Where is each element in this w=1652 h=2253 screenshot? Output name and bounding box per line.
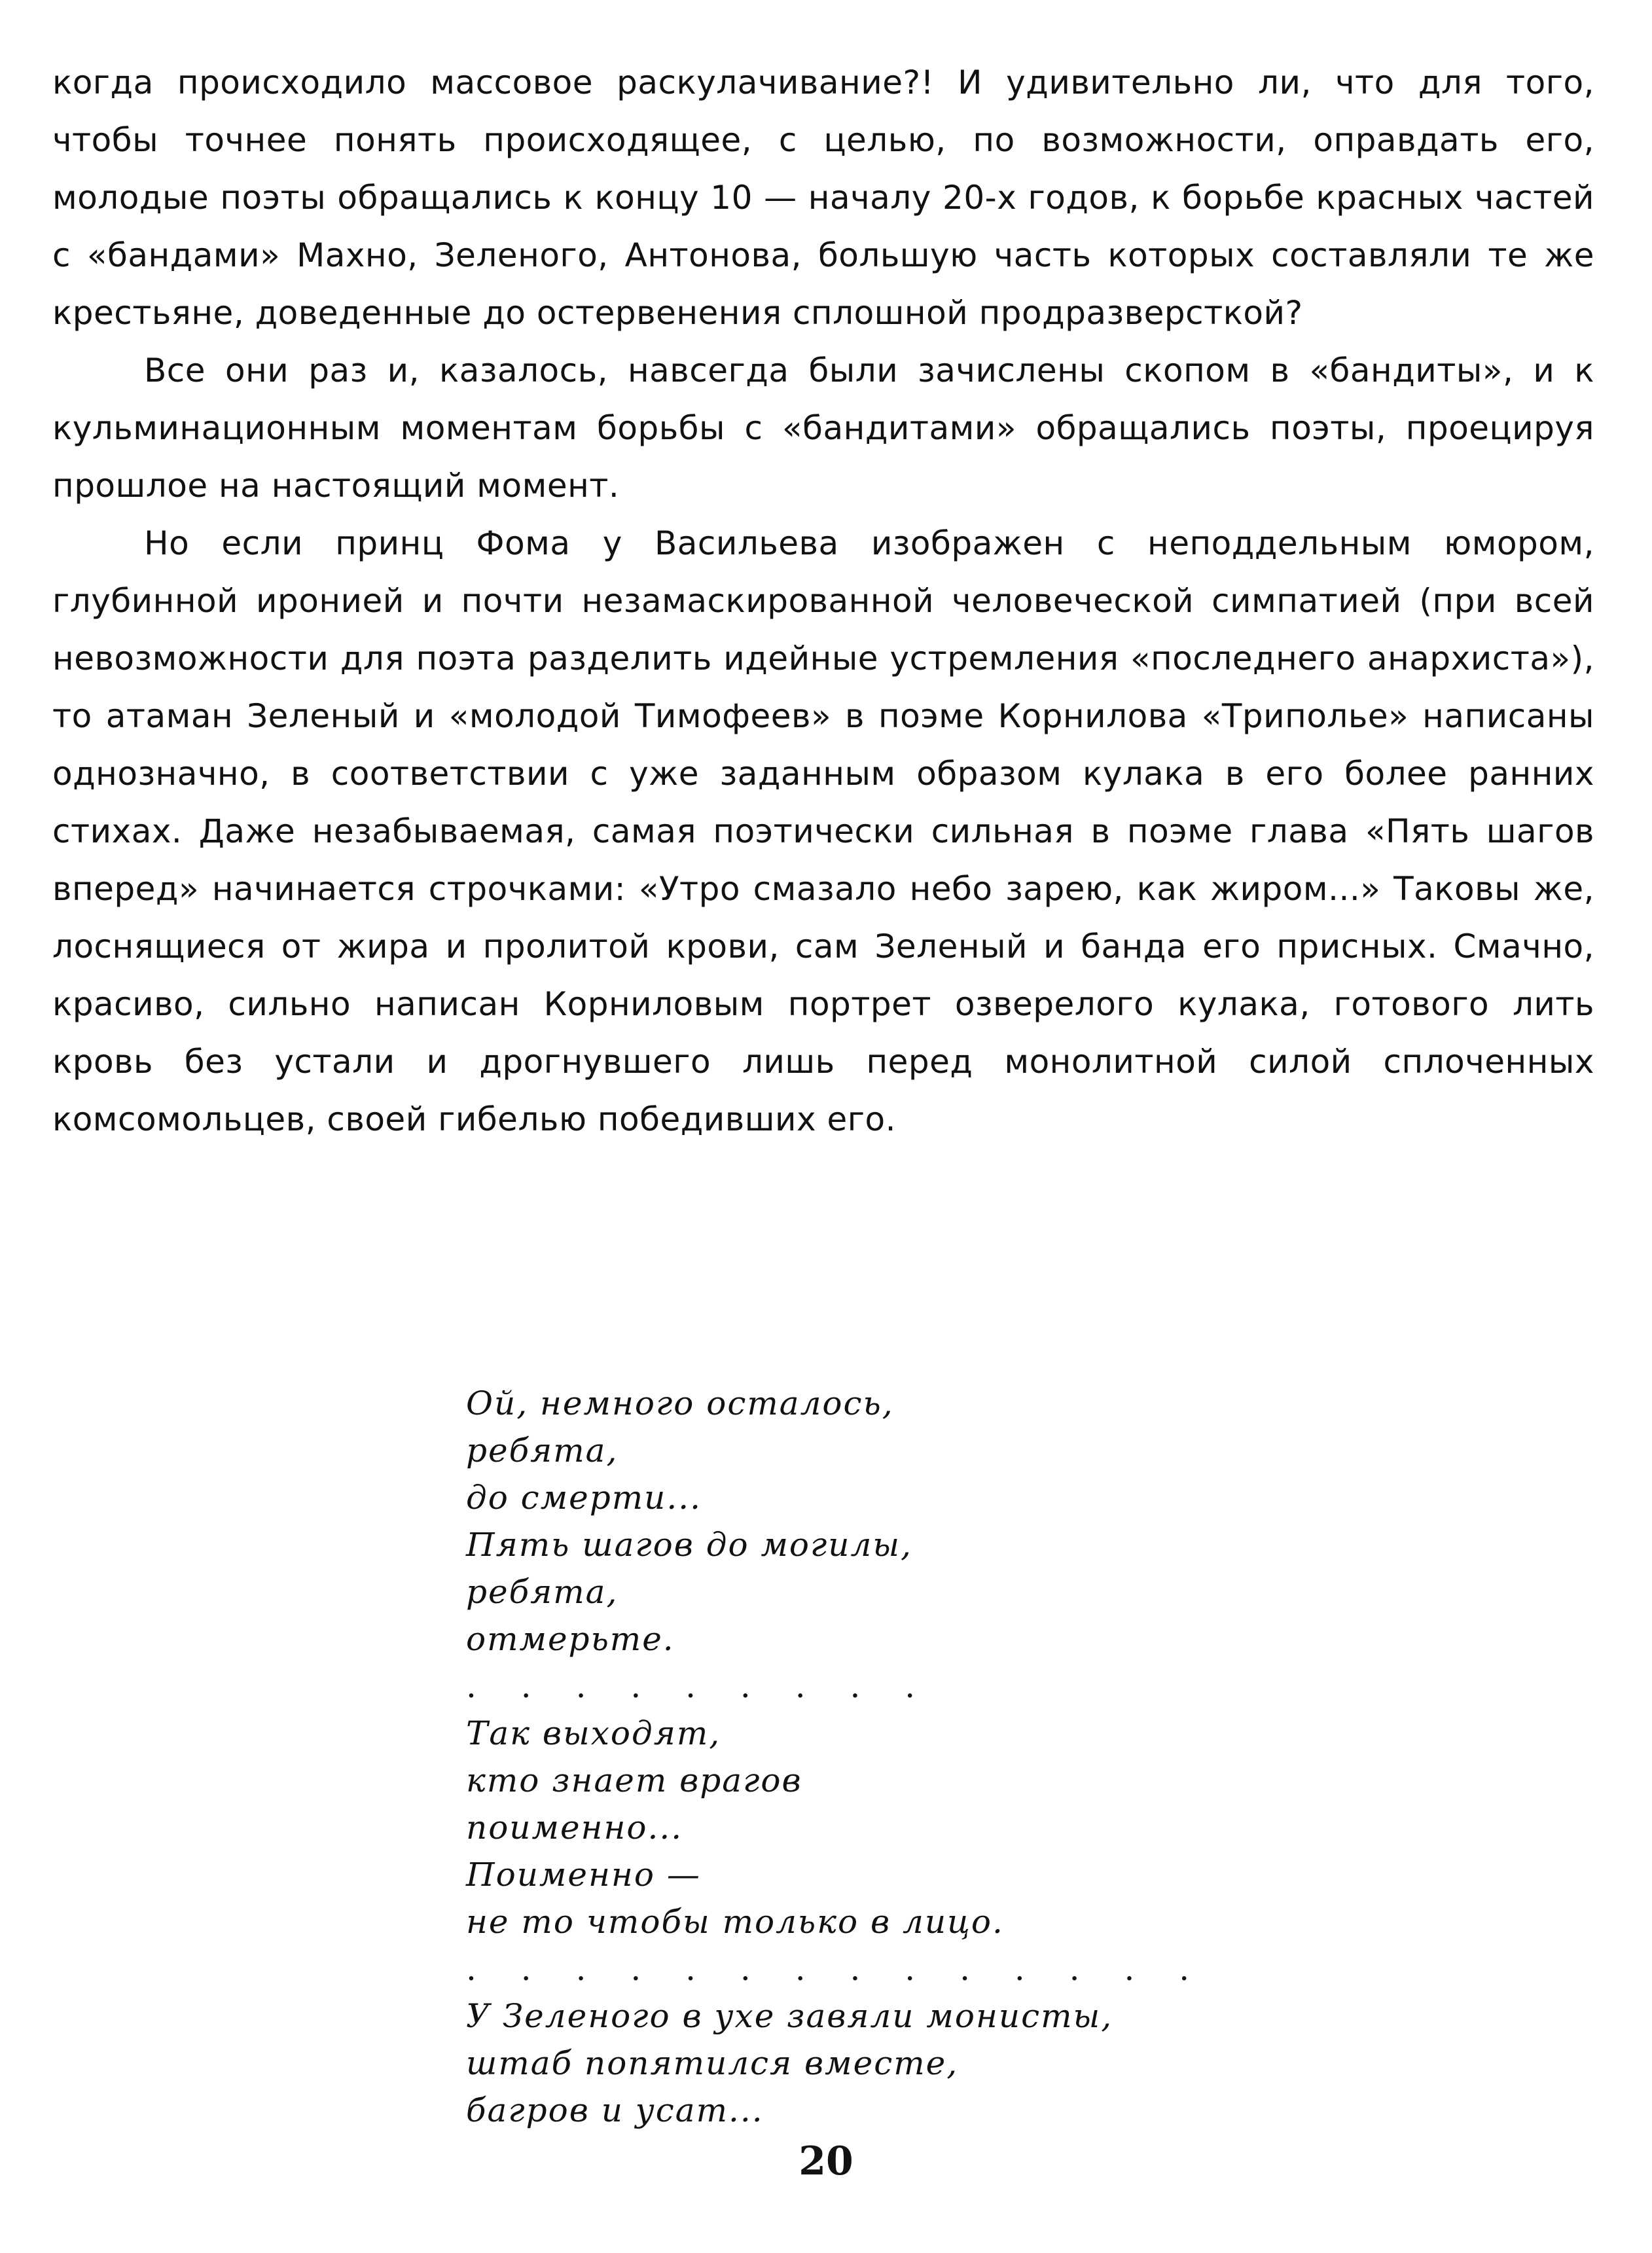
verse-stanza-2 bbox=[466, 1710, 1448, 1945]
prose-body bbox=[52, 54, 1594, 1148]
paragraph-2: Все они раз и, казалось, навсегда были зачислены скопом в «бандиты», и к кульминационным моментам борьбы с «бандитами» обращались поэты, проецируя прошлое на настоящий момент. bbox=[52, 351, 1594, 505]
verse-line: Пять шагов до могилы, bbox=[466, 1526, 912, 1564]
verse-line: Так выходят, bbox=[466, 1714, 721, 1752]
verse-line: багров и усат... bbox=[466, 2091, 764, 2129]
verse-line: поименно... bbox=[466, 1809, 683, 1847]
verse-line: до смерти... bbox=[466, 1479, 702, 1517]
verse-omission-dots: . . . . . . . . . bbox=[466, 1667, 933, 1705]
verse-line: У Зеленого в ухе завяли монисты, bbox=[466, 1997, 1113, 2035]
verse-omission-dots: . . . . . . . . . . . . . . bbox=[466, 1950, 1207, 1988]
verse-stanza-3 bbox=[466, 1992, 1448, 2134]
verse-line: Поименно — bbox=[466, 1856, 701, 1894]
page-number: 20 bbox=[799, 2138, 853, 2184]
verse-line: Ой, немного осталось, bbox=[466, 1384, 894, 1422]
verse-quotation bbox=[466, 1380, 1448, 2134]
paragraph-3: Но если принц Фома у Васильева изображен с неподдельным юмором, глубинной иронией и почти незамаскированной человеческой симпатией (при всей невозможности для поэта разделить идейные устремления «последнего анархиста»), то атаман Зеленый и «молодой Тимофеев» в поэме Корнилова «Триполье» написаны однозначно, в соответствии с уже заданным образом кулака в его более ранних стихах. Даже незабываемая, самая поэтически сильная в поэме глава «Пять шагов вперед» начинается строчками: «Утро смазало небо зарею, как жиром...» Таковы же, лоснящиеся от жира и пролитой крови, сам Зеленый и банда его присных. Смачно, красиво, сильно написан Корниловым портрет озверелого кулака, готового лить кровь без устали и дрогнувшего лишь перед монолитной силой сплоченных комсомольцев, своей гибелью победивших его. bbox=[52, 524, 1594, 1138]
verse-line: ребята, bbox=[466, 1432, 619, 1469]
verse-line: не то чтобы только в лицо. bbox=[466, 1903, 1004, 1941]
paragraph-1: когда происходило массовое раскулачивание?! И удивительно ли, что для того, чтобы точнее понять происходящее, с целью, по возможности, оправдать его, молодые поэты обращались к концу 10 — началу 20-х годов, к борьбе красных частей с «бандами» Махно, Зеленого, Антонова, большую часть которых составляли те же крестьяне, доведенные до остервенения сплошной продразверсткой? bbox=[52, 63, 1594, 332]
verse-stanza-1 bbox=[466, 1380, 1448, 1663]
verse-line: кто знает врагов bbox=[466, 1761, 802, 1799]
verse-line: штаб попятился вместе, bbox=[466, 2044, 959, 2082]
verse-line: отмерьте. bbox=[466, 1620, 675, 1658]
verse-line: ребята, bbox=[466, 1573, 619, 1611]
